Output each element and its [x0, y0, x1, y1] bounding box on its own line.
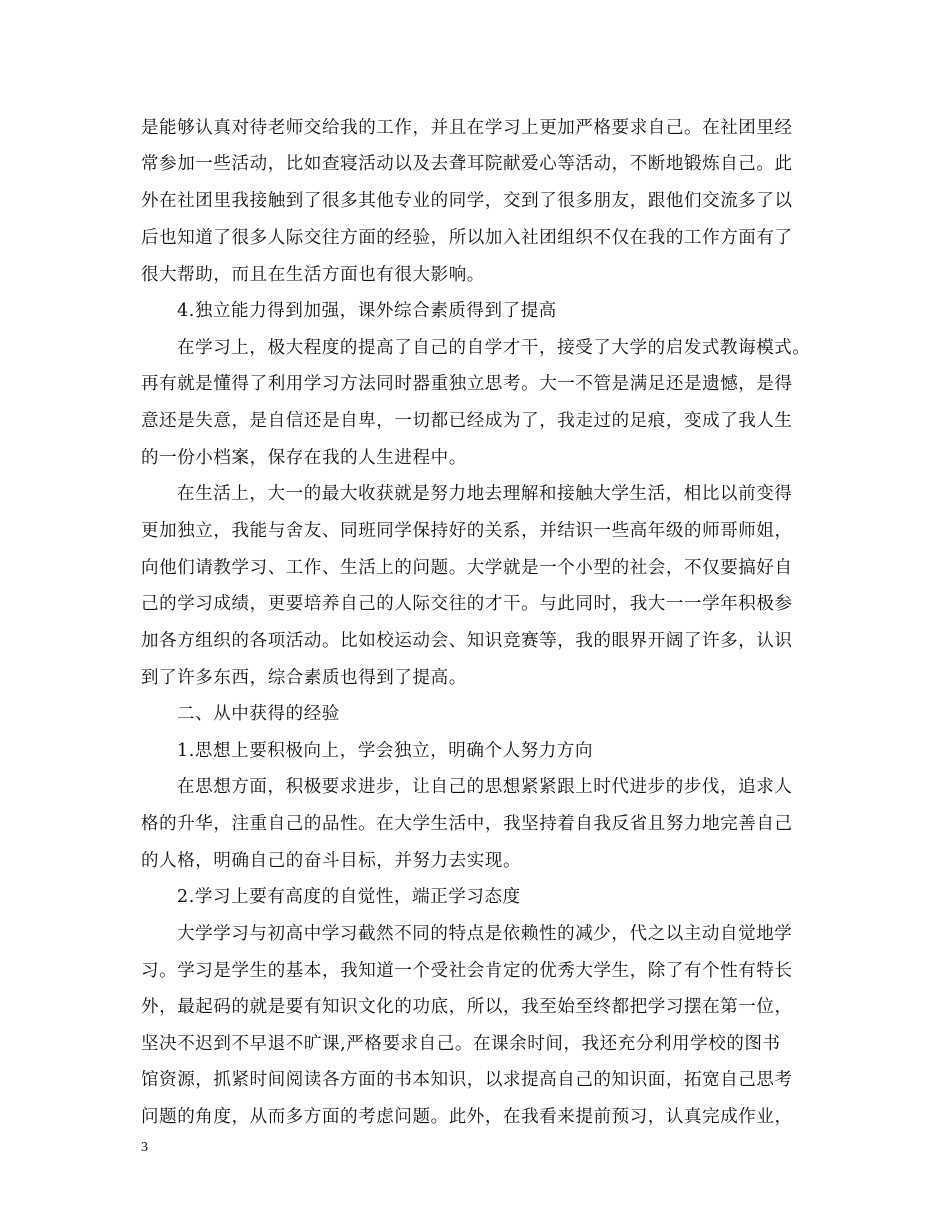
- text-line: 向他们请教学习、工作、生活上的问题。大学就是一个小型的社会，不仅要搞好自: [141, 558, 793, 578]
- subheading-thought: 1.思想上要积极向上，学会独立，明确个人努力方向: [177, 741, 594, 761]
- text-line: 大学学习与初高中学习截然不同的特点是依赖性的减少，代之以主动自觉地学: [177, 924, 793, 944]
- text-line: 的人格，明确自己的奋斗目标，并努力去实现。: [141, 851, 522, 871]
- text-line: 加各方组织的各项活动。比如校运动会、知识竞赛等，我的眼界开阔了许多，认识: [141, 631, 793, 651]
- text-line: 是能够认真对待老师交给我的工作，并且在学习上更加严格要求自己。在社团里经: [141, 118, 793, 138]
- text-line: 在生活上，大一的最大收获就是努力地去理解和接触大学生活，相比以前变得: [177, 484, 793, 504]
- text-line: 在思想方面，积极要求进步，让自己的思想紧紧跟上时代进步的步伐，追求人: [177, 777, 793, 797]
- page-number: 3: [141, 1140, 148, 1155]
- text-line: 意还是失意，是自信还是自卑，一切都已经成为了，我走过的足痕，变成了我人生: [141, 411, 793, 431]
- text-line: 外在社团里我接触到了很多其他专业的同学，交到了很多朋友，跟他们交流多了以: [141, 191, 793, 211]
- text-line: 格的升华，注重自己的品性。在大学生活中，我坚持着自我反省且努力地完善自己: [141, 814, 793, 834]
- text-line: 到了许多东西，综合素质也得到了提高。: [141, 668, 467, 688]
- text-line: 后也知道了很多人际交往方面的经验，所以加入社团组织不仅在我的工作方面有了: [141, 228, 793, 248]
- text-line: 馆资源，抓紧时间阅读各方面的书本知识，以求提高自己的知识面，拓宽自己思考: [141, 1070, 793, 1090]
- text-line: 的一份小档案，保存在我的人生进程中。: [141, 448, 467, 468]
- text-line: 坚决不迟到不早退不旷课,严格要求自己。在课余时间，我还充分利用学校的图书: [141, 1034, 781, 1054]
- text-line: 己的学习成绩，更要培养自己的人际交往的才干。与此同时，我大一一学年积极参: [141, 594, 793, 614]
- text-line: 习。学习是学生的基本，我知道一个受社会肯定的优秀大学生，除了有个性有特长: [141, 961, 793, 981]
- text-line: 外，最起码的就是要有知识文化的功底，所以，我至始至终都把学习摆在第一位，: [141, 997, 793, 1017]
- text-line: 常参加一些活动，比如查寝活动以及去聋耳院献爱心等活动，不断地锻炼自己。此: [141, 154, 793, 174]
- text-line: 很大帮助，而且在生活方面也有很大影响。: [141, 265, 485, 285]
- text-line: 更加独立，我能与舍友、同班同学保持好的关系，并结识一些高年级的师哥师姐，: [141, 521, 793, 541]
- subheading-independence: 4.独立能力得到加强，课外综合素质得到了提高: [177, 301, 557, 321]
- text-line: 在学习上，极大程度的提高了自己的自学才干，接受了大学的启发式教诲模式。: [177, 338, 811, 358]
- text-line: 再有就是懂得了利用学习方法同时器重独立思考。大一不管是满足还是遗憾，是得: [141, 374, 793, 394]
- section-heading-experience: 二、从中获得的经验: [177, 704, 340, 724]
- subheading-study: 2.学习上要有高度的自觉性，端正学习态度: [177, 887, 521, 907]
- text-line: 问题的角度，从而多方面的考虑问题。此外，在我看来提前预习，认真完成作业，: [141, 1107, 793, 1127]
